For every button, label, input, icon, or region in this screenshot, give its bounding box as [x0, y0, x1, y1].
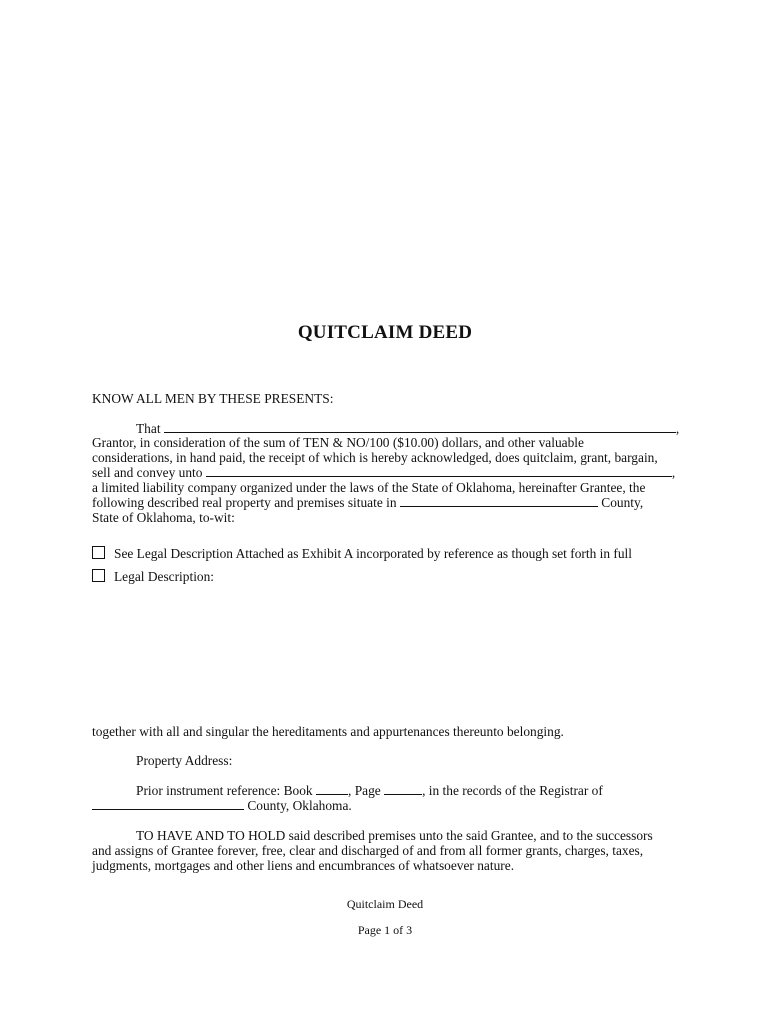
grantor-consideration-line: Grantor, in consideration of the sum of TEN & NO/100 ($10.00) dollars, and other valuable	[92, 435, 584, 450]
prior-instrument-book-label: Prior instrument reference: Book	[136, 783, 313, 798]
sell-convey-label: sell and convey unto	[92, 465, 203, 480]
grantee-comma: ,	[671, 465, 676, 480]
property-situate-label: following described real property and premises situate in	[92, 495, 397, 510]
exhibit-a-label: See Legal Description Attached as Exhibit A incorporated by reference as though set forth in full	[114, 546, 632, 561]
exhibit-a-checkbox[interactable]	[92, 546, 105, 559]
document-title: QUITCLAIM DEED	[297, 322, 473, 343]
county-line	[92, 495, 643, 511]
habendum-line-1: TO HAVE AND TO HOLD said described premises unto the said Grantee, and to the successors	[136, 828, 653, 843]
page-label: , Page	[348, 783, 381, 798]
book-blank[interactable]	[316, 783, 348, 795]
page-blank[interactable]	[384, 783, 422, 795]
county-oklahoma-label: County, Oklahoma.	[247, 798, 352, 813]
opening-statement: KNOW ALL MEN BY THESE PRESENTS:	[92, 391, 334, 406]
prior-instrument-county-line	[92, 798, 352, 814]
grantee-description-line: a limited liability company organized under the laws of the State of Oklahoma, hereinafter Grantee, the	[92, 480, 646, 495]
county-blank[interactable]	[400, 495, 598, 507]
registrar-county-blank[interactable]	[92, 798, 244, 810]
legal-description-label: Legal Description:	[114, 569, 215, 584]
legal-description-checkbox[interactable]	[92, 569, 105, 582]
exhibit-a-option[interactable]	[92, 546, 632, 562]
county-label: County,	[601, 495, 644, 510]
appurtenances-line: together with all and singular the hereditaments and appurtenances thereunto belonging.	[92, 724, 564, 739]
habendum-line-2: and assigns of Grantee forever, free, clear and discharged of and from all former grants, charges, taxes,	[92, 843, 644, 858]
property-address-label: Property Address:	[136, 753, 233, 768]
habendum-line-3: judgments, mortgages and other liens and encumbrances of whatsoever nature.	[92, 858, 515, 873]
registrar-label: , in the records of the Registrar of	[422, 783, 603, 798]
footer-document-name: Quitclaim Deed	[346, 897, 424, 911]
grantor-receipt-line: considerations, in hand paid, the receipt of which is hereby acknowledged, does quitclaim, grant, bargain,	[92, 450, 658, 465]
footer-page-number: Page 1 of 3	[357, 923, 413, 937]
state-line: State of Oklahoma, to-wit:	[92, 510, 235, 525]
grantee-line	[92, 465, 675, 481]
legal-description-option[interactable]	[92, 569, 214, 585]
that-label: That	[136, 421, 161, 436]
grantor-comma: ,	[675, 421, 680, 436]
prior-instrument-line	[136, 783, 603, 799]
grantee-name-blank[interactable]	[206, 465, 672, 477]
grantor-name-blank[interactable]	[164, 421, 676, 433]
